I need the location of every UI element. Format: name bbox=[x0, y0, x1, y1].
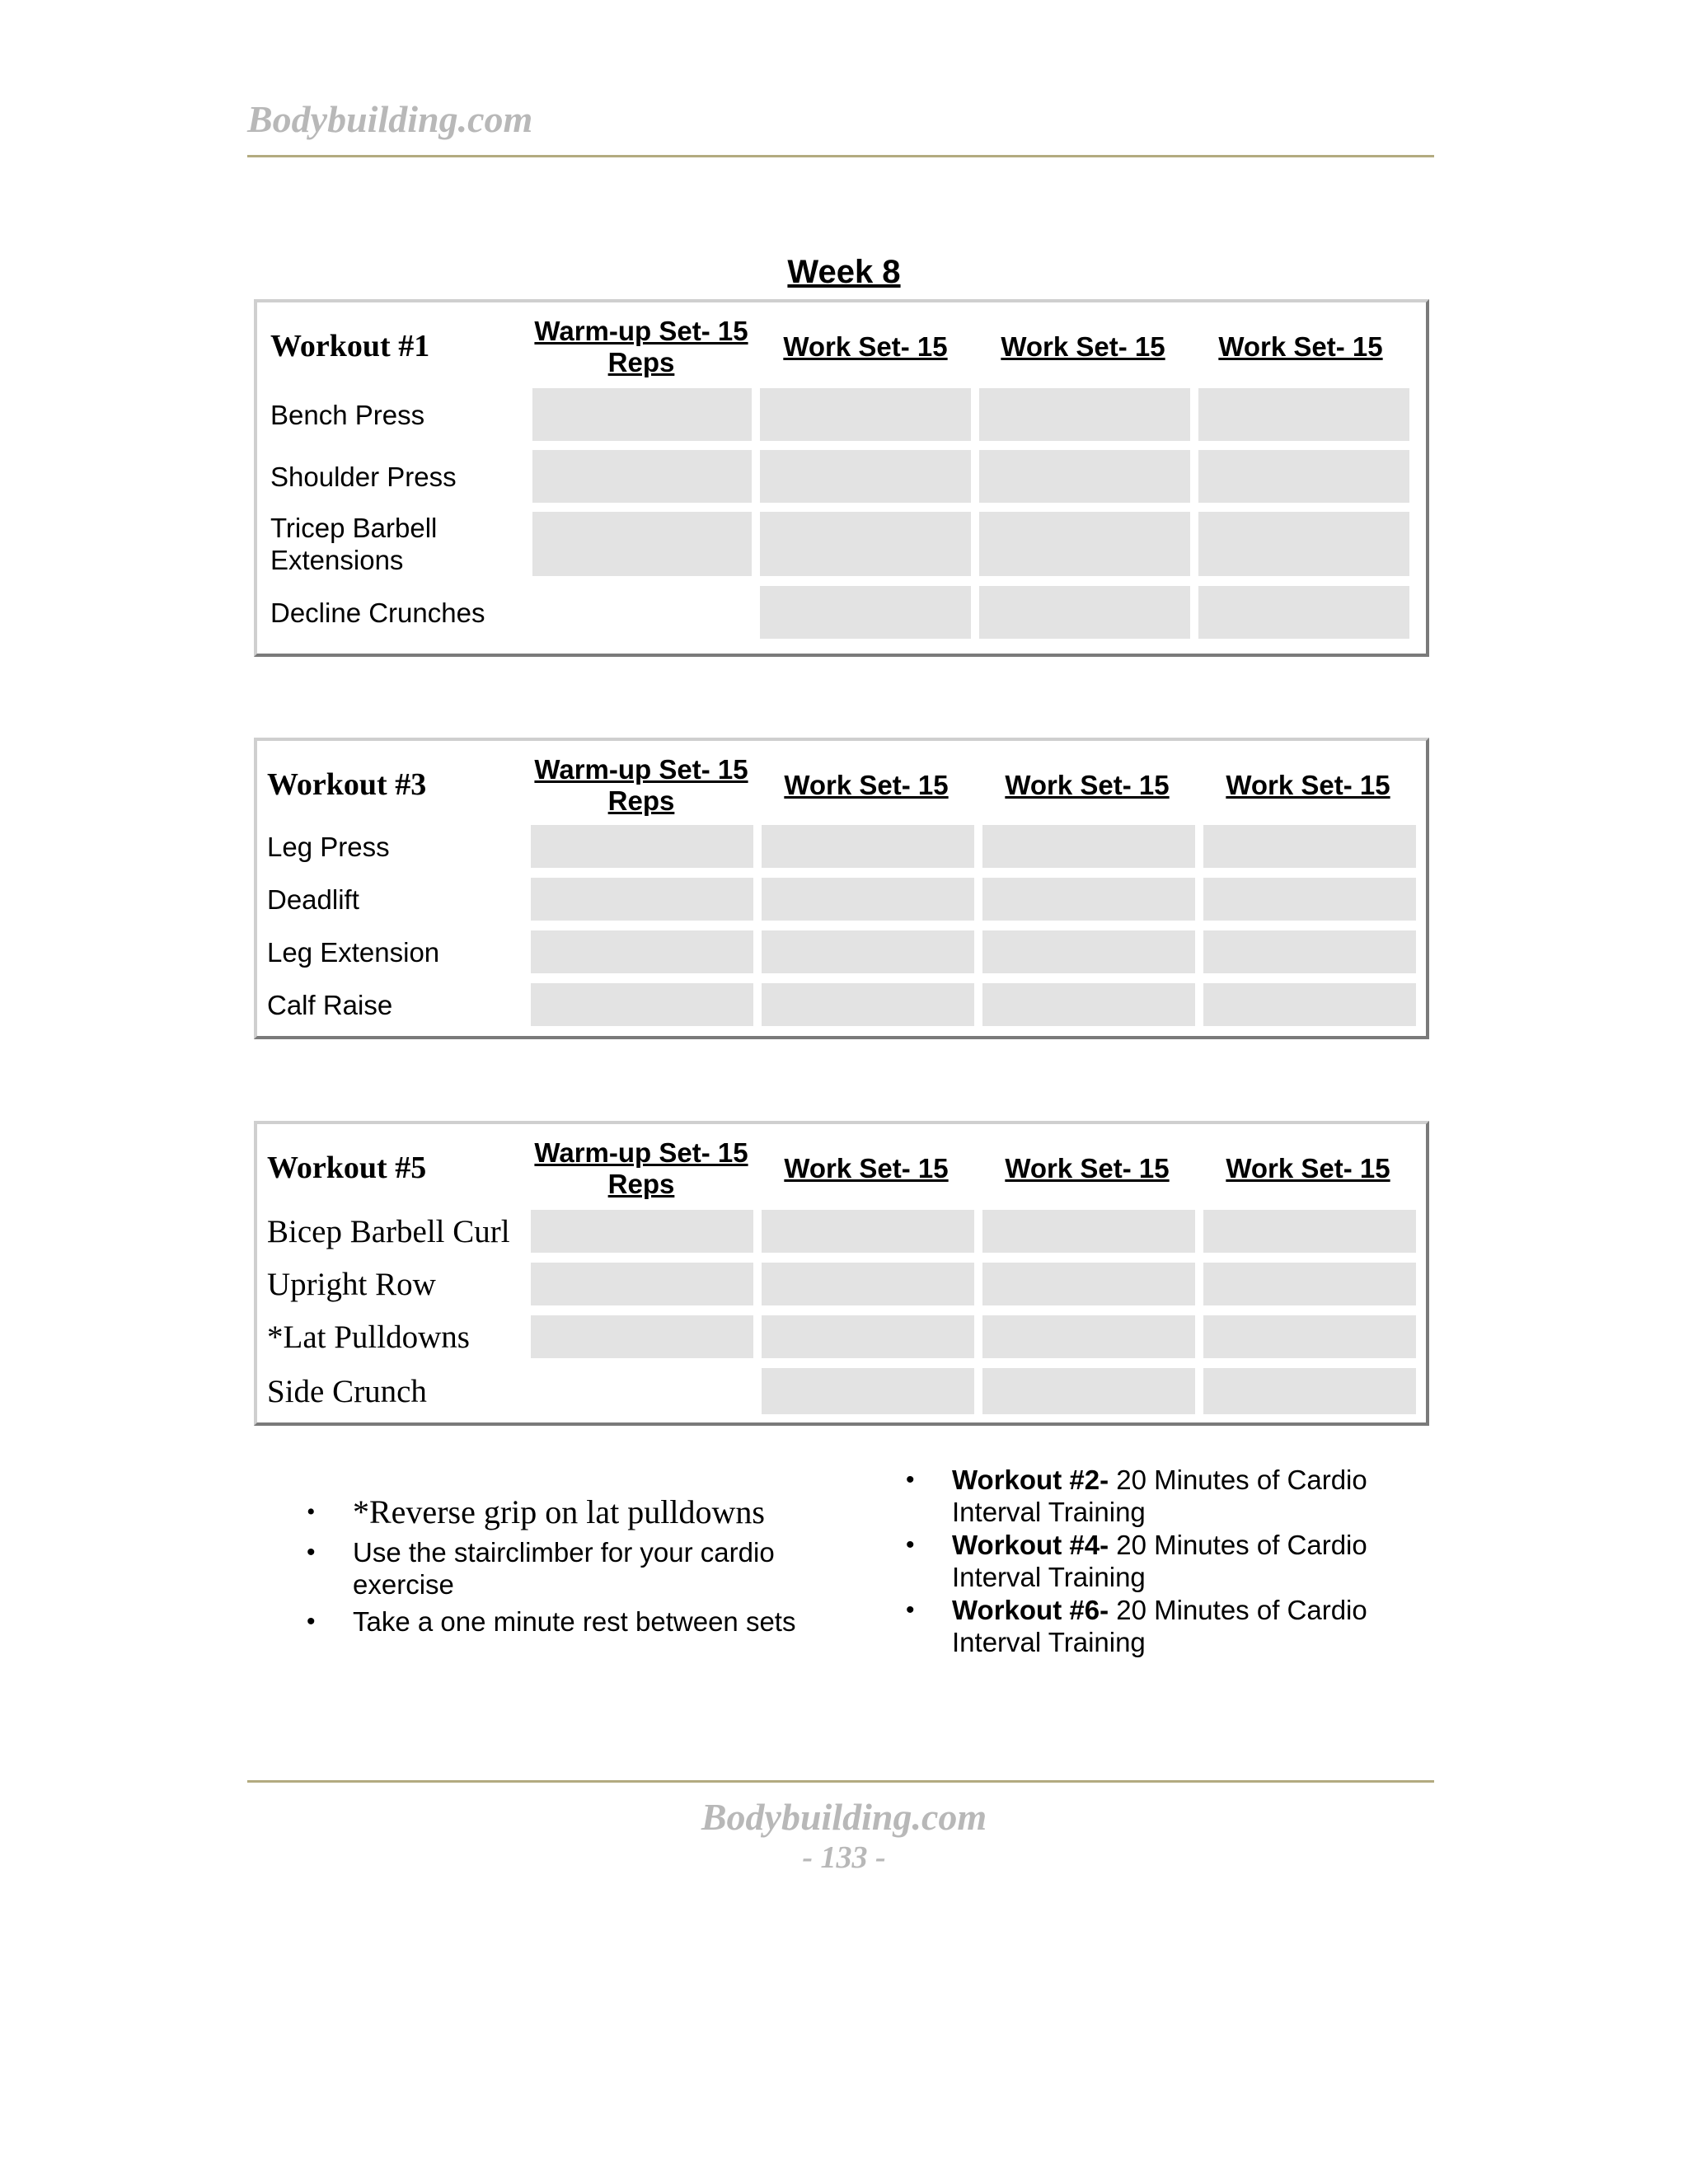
column-header-work-set: Work Set- 15 bbox=[783, 331, 948, 362]
exercise-label: Deadlift bbox=[267, 883, 359, 915]
header-brand: Bodybuilding.com bbox=[247, 98, 533, 140]
note-text: 20 Minutes of Cardio Interval Training bbox=[952, 1465, 1367, 1527]
work-set-entry-cell[interactable] bbox=[982, 1210, 1195, 1253]
work-set-entry-cell[interactable] bbox=[979, 586, 1190, 639]
work-set-entry-cell[interactable] bbox=[1203, 1368, 1416, 1414]
note-label: Workout #6- bbox=[952, 1595, 1109, 1625]
exercise-label: Tricep Barbell Extensions bbox=[270, 513, 438, 575]
column-header-work-set: Work Set- 15 bbox=[1001, 331, 1165, 362]
exercise-label: Leg Press bbox=[267, 831, 390, 862]
work-set-entry-cell[interactable] bbox=[1198, 586, 1409, 639]
week-title: Week 8 bbox=[787, 254, 901, 290]
work-set-entry-cell[interactable] bbox=[1203, 983, 1416, 1026]
workout-table-5 bbox=[254, 1121, 1429, 1426]
warmup-entry-cell[interactable] bbox=[531, 1263, 753, 1305]
work-set-entry-cell[interactable] bbox=[979, 450, 1190, 503]
page-number: - 133 - bbox=[802, 1840, 886, 1875]
bullet-icon: • bbox=[906, 1596, 915, 1624]
column-header-work-set: Work Set- 15 bbox=[1226, 1153, 1390, 1183]
header-rule bbox=[247, 155, 1434, 157]
warmup-entry-cell[interactable] bbox=[531, 825, 753, 868]
bullet-icon: • bbox=[307, 1539, 316, 1566]
work-set-entry-cell[interactable] bbox=[982, 930, 1195, 973]
column-header-warmup: Warm-up Set- 15 Reps bbox=[534, 754, 748, 816]
notes-left-list bbox=[307, 1493, 814, 1643]
work-set-entry-cell[interactable] bbox=[1203, 1263, 1416, 1305]
work-set-entry-cell[interactable] bbox=[1198, 388, 1409, 441]
work-set-entry-cell[interactable] bbox=[982, 1368, 1195, 1414]
column-header-work-set: Work Set- 15 bbox=[784, 1153, 949, 1183]
work-set-entry-cell[interactable] bbox=[1203, 825, 1416, 868]
work-set-entry-cell[interactable] bbox=[1198, 450, 1409, 503]
work-set-entry-cell[interactable] bbox=[1203, 1210, 1416, 1253]
column-header-warmup: Warm-up Set- 15 Reps bbox=[534, 316, 748, 377]
footer-rule bbox=[247, 1780, 1434, 1783]
list-item bbox=[307, 1536, 814, 1601]
warmup-entry-cell[interactable] bbox=[531, 930, 753, 973]
warmup-entry-cell[interactable] bbox=[531, 1315, 753, 1358]
work-set-entry-cell[interactable] bbox=[982, 1315, 1195, 1358]
exercise-label: Upright Row bbox=[267, 1266, 436, 1302]
note-label: Workout #4- bbox=[952, 1530, 1109, 1560]
workout-title: Workout #5 bbox=[267, 1151, 427, 1185]
bullet-icon: • bbox=[307, 1498, 316, 1526]
list-item bbox=[307, 1493, 814, 1531]
exercise-label: *Lat Pulldowns bbox=[267, 1319, 470, 1355]
work-set-entry-cell[interactable] bbox=[762, 1263, 974, 1305]
bullet-icon: • bbox=[307, 1608, 316, 1635]
exercise-label: Bench Press bbox=[270, 399, 425, 430]
work-set-entry-cell[interactable] bbox=[762, 1210, 974, 1253]
column-header-work-set: Work Set- 15 bbox=[1005, 770, 1170, 800]
note-text: 20 Minutes of Cardio Interval Training bbox=[952, 1595, 1367, 1657]
work-set-entry-cell[interactable] bbox=[982, 1263, 1195, 1305]
work-set-entry-cell[interactable] bbox=[982, 825, 1195, 868]
work-set-entry-cell[interactable] bbox=[760, 586, 971, 639]
work-set-entry-cell[interactable] bbox=[762, 825, 974, 868]
work-set-entry-cell[interactable] bbox=[762, 930, 974, 973]
work-set-entry-cell[interactable] bbox=[1203, 878, 1416, 921]
footer-brand: Bodybuilding.com bbox=[701, 1796, 987, 1838]
work-set-entry-cell[interactable] bbox=[982, 878, 1195, 921]
work-set-entry-cell[interactable] bbox=[760, 512, 971, 576]
work-set-entry-cell[interactable] bbox=[762, 1315, 974, 1358]
work-set-entry-cell[interactable] bbox=[979, 512, 1190, 576]
exercise-label: Bicep Barbell Curl bbox=[267, 1213, 510, 1249]
column-header-work-set: Work Set- 15 bbox=[1005, 1153, 1170, 1183]
exercise-label: Calf Raise bbox=[267, 989, 393, 1020]
warmup-entry-cell[interactable] bbox=[531, 878, 753, 921]
work-set-entry-cell[interactable] bbox=[982, 983, 1195, 1026]
column-header-work-set: Work Set- 15 bbox=[1226, 770, 1390, 800]
work-set-entry-cell[interactable] bbox=[762, 878, 974, 921]
column-header-work-set: Work Set- 15 bbox=[1218, 331, 1383, 362]
bullet-icon: • bbox=[906, 1466, 915, 1493]
warmup-entry-cell[interactable] bbox=[531, 1210, 753, 1253]
note-text: 20 Minutes of Cardio Interval Training bbox=[952, 1530, 1367, 1592]
note-text: *Reverse grip on lat pulldowns bbox=[353, 1493, 765, 1530]
list-item bbox=[906, 1464, 1414, 1528]
note-label: Workout #2- bbox=[952, 1465, 1109, 1495]
list-item bbox=[307, 1605, 814, 1638]
column-header-work-set: Work Set- 15 bbox=[784, 770, 949, 800]
warmup-entry-cell[interactable] bbox=[532, 388, 752, 441]
work-set-entry-cell[interactable] bbox=[762, 983, 974, 1026]
exercise-label: Side Crunch bbox=[267, 1373, 427, 1409]
exercise-label: Decline Crunches bbox=[270, 597, 485, 628]
exercise-label: Leg Extension bbox=[267, 936, 440, 968]
list-item bbox=[906, 1529, 1414, 1593]
work-set-entry-cell[interactable] bbox=[1203, 1315, 1416, 1358]
note-text: Take a one minute rest between sets bbox=[353, 1606, 796, 1637]
work-set-entry-cell[interactable] bbox=[762, 1368, 974, 1414]
workout-table-3 bbox=[254, 738, 1429, 1039]
column-header-warmup: Warm-up Set- 15 Reps bbox=[534, 1137, 748, 1199]
note-text: Use the stairclimber for your cardio exercise bbox=[353, 1537, 775, 1600]
warmup-entry-cell[interactable] bbox=[532, 512, 752, 576]
notes-right-list bbox=[906, 1464, 1414, 1659]
work-set-entry-cell[interactable] bbox=[760, 388, 971, 441]
workout-table-1 bbox=[254, 299, 1429, 657]
list-item bbox=[906, 1594, 1414, 1658]
bullet-icon: • bbox=[906, 1531, 915, 1558]
work-set-entry-cell[interactable] bbox=[1203, 930, 1416, 973]
work-set-entry-cell[interactable] bbox=[979, 388, 1190, 441]
warmup-entry-cell[interactable] bbox=[532, 450, 752, 503]
workout-title: Workout #3 bbox=[267, 767, 427, 802]
work-set-entry-cell[interactable] bbox=[1198, 512, 1409, 576]
warmup-entry-cell[interactable] bbox=[531, 983, 753, 1026]
workout-title: Workout #1 bbox=[270, 329, 430, 363]
exercise-label: Shoulder Press bbox=[270, 461, 457, 492]
work-set-entry-cell[interactable] bbox=[760, 450, 971, 503]
